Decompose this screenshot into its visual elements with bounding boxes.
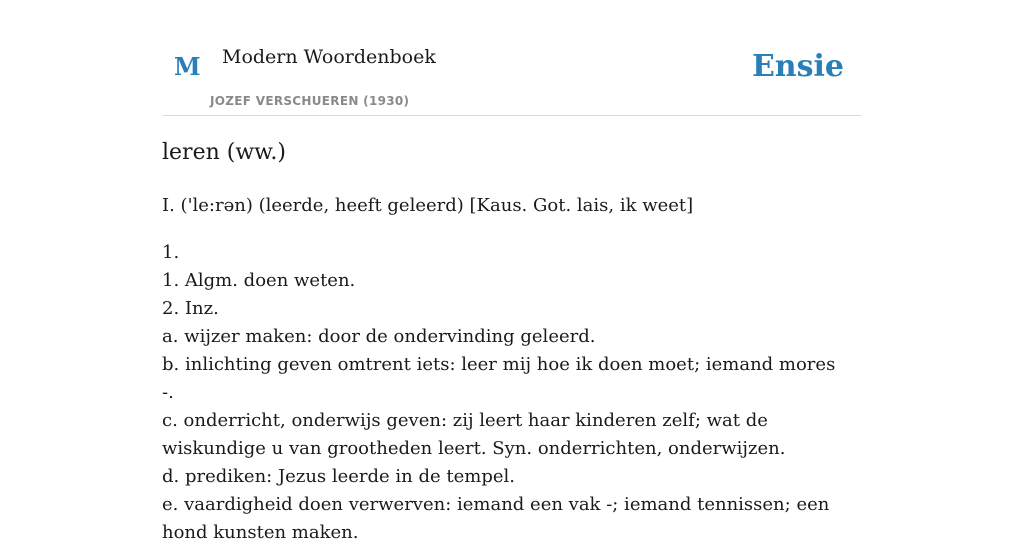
definition-line: e. vaardigheid doen verwerven: iemand een vak -; iemand tennissen; een hond kunsten maken.: [162, 494, 830, 543]
site-header: [162, 0, 862, 116]
definition-list: [162, 239, 852, 547]
entry-pronunciation: I. ('le:rən) (leerde, heeft geleerd) [Kaus. Got. lais, ik weet]: [162, 195, 694, 216]
ensie-brand-link[interactable]: Ensie: [751, 49, 844, 84]
book-logo[interactable]: M: [174, 52, 201, 81]
definition-line: c. onderricht, onderwijs geven: zij leert haar kinderen zelf; wat de wiskundige u van grootheden leert. Syn. onderrichten, onderwijzen.: [162, 410, 786, 459]
definition-line: b. inlichting geven omtrent iets: leer mij hoe ik doen moet; iemand mores -.: [162, 354, 836, 403]
book-author: JOZEF VERSCHUEREN (1930): [210, 94, 410, 108]
entry-title: leren (ww.): [162, 140, 286, 165]
definition-line: d. prediken: Jezus leerde in de tempel.: [162, 466, 516, 487]
definition-line: 1.: [162, 242, 180, 263]
definition-line: 1. Algm. doen weten.: [162, 270, 356, 291]
book-title-link[interactable]: Modern Woordenboek: [222, 46, 436, 68]
definition-line: 2. Inz.: [162, 298, 219, 319]
definition-line: a. wijzer maken: door de ondervinding geleerd.: [162, 326, 596, 347]
